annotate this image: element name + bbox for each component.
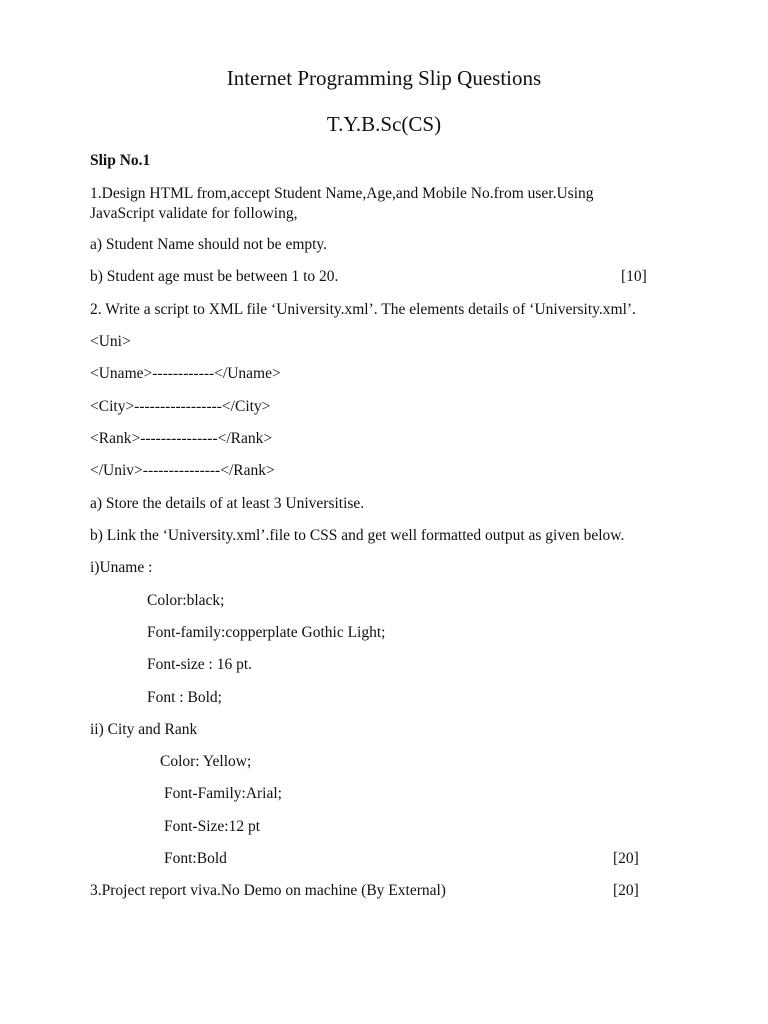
city-rank-style-property: Font-Family:Arial;: [164, 785, 282, 802]
city-rank-style-property: Font:Bold: [164, 850, 227, 867]
question-1-part-b: b) Student age must be between 1 to 20.: [90, 268, 339, 285]
xml-line: <Uname>------------</Uname>: [90, 365, 281, 382]
city-rank-style-property: Color: Yellow;: [160, 753, 252, 770]
city-rank-style-label: ii) City and Rank: [90, 721, 198, 738]
question-2-part-a: a) Store the details of at least 3 Universitise.: [90, 495, 365, 512]
question-2-part-b: b) Link the ‘University.xml’.file to CSS and get well formatted output as given below.: [90, 527, 625, 544]
uname-style-property: Font-family:copperplate Gothic Light;: [147, 624, 386, 641]
document-subtitle: T.Y.B.Sc(CS): [326, 112, 442, 136]
uname-style-property: Color:black;: [147, 592, 225, 609]
xml-line: </Univ>---------------</Rank>: [90, 462, 275, 479]
document-title: Internet Programming Slip Questions: [226, 66, 542, 90]
slip-number: Slip No.1: [90, 152, 151, 169]
uname-style-label: i)Uname :: [90, 559, 153, 576]
question-1-part-a: a) Student Name should not be empty.: [90, 236, 328, 253]
question-2-marks: [20]: [613, 850, 639, 867]
xml-line: <Uni>: [90, 333, 131, 350]
question-1-line-1: 1.Design HTML from,accept Student Name,Age,and Mobile No.from user.Using: [90, 185, 594, 202]
question-3-marks: [20]: [613, 882, 639, 899]
question-1-marks: [10]: [621, 268, 647, 285]
xml-line: <City>-----------------</City>: [90, 398, 271, 415]
uname-style-property: Font : Bold;: [147, 689, 222, 706]
question-2-intro: 2. Write a script to XML file ‘University.xml’. The elements details of ‘University.xml’.: [90, 301, 636, 318]
xml-line: <Rank>---------------</Rank>: [90, 430, 273, 447]
question-3: 3.Project report viva.No Demo on machine (By External): [90, 882, 446, 899]
city-rank-style-property: Font-Size:12 pt: [164, 818, 261, 835]
uname-style-property: Font-size : 16 pt.: [147, 656, 253, 673]
question-1-line-2: JavaScript validate for following,: [90, 205, 298, 222]
